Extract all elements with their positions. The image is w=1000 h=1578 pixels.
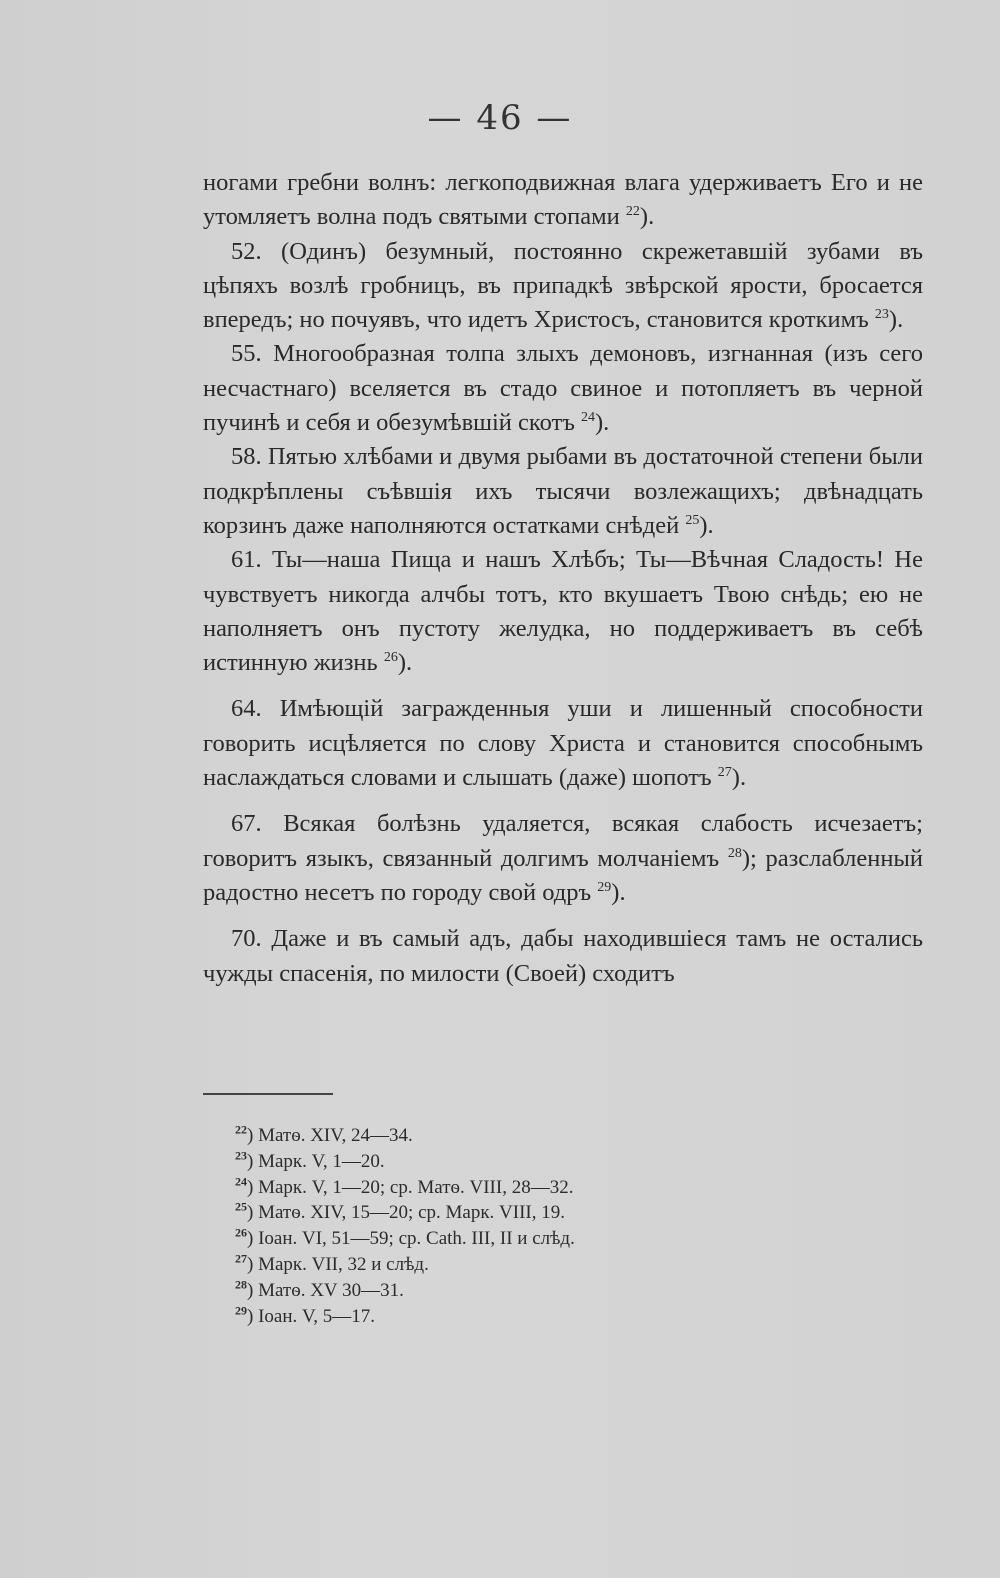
footnotes: [235, 1123, 755, 1329]
main-text: [203, 166, 923, 991]
footnote-divider: [203, 1093, 333, 1095]
page-number: — 46 —: [427, 98, 573, 138]
footnote-ref: 23: [874, 307, 889, 323]
footnote: $^{22}$) Матѳ. XIV, 24—34.: [235, 1122, 413, 1146]
paragraph-70: 70. Даже и въ самый адъ, дабы находившіеся тамъ не остались чужды спасенія, по милости (Своей) сходитъ: [203, 925, 923, 987]
footnote: $^{26}$) Іоан. VI, 51—59; ср. Cath. III, II и слѣд.: [235, 1225, 575, 1250]
footnote-ref: 27: [717, 764, 732, 780]
footnote-ref: 24: [581, 409, 596, 425]
footnote: $^{29}$) Іоан. V, 5—17.: [235, 1303, 376, 1327]
footnote-ref: 29: [597, 879, 612, 895]
paragraph-64: 64. Имѣющій загражденныя уши и лишенный способности говорить исцѣляется по слову Христа и становится способнымъ наслаждаться словами и слышать (даже) шопотъ $^{27}$).: [203, 695, 923, 792]
footnote-ref: 22: [625, 204, 640, 220]
paragraph-61: 61. Ты—наша Пища и нашъ Хлѣбъ; Ты—Вѣчная Сладость! Не чувствуетъ никогда алчбы тотъ, кто вкушаетъ Твою снѣдь; ею не наполняетъ онъ пустоту желудка, но поддерживаетъ въ себѣ истинную жизнь $^{26}$).: [203, 546, 923, 677]
paragraph-67: 67. Всякая болѣзнь удаляется, всякая слабость исчезаетъ; говоритъ языкъ, связанный долгимъ молчаніемъ $^{28}$); разслабленный радостно несетъ по городу свой одръ $^{29}$).: [203, 810, 924, 906]
paragraph-52: 52. (Одинъ) безумный, постоянно скрежетавшій зубами въ цѣпяхъ возлѣ гробницъ, въ припадкѣ звѣрской ярости, бросается впередъ; но почуявъ, что идетъ Христосъ, становится кроткимъ $^{23}$).: [203, 237, 923, 334]
footnote-ref: 26: [383, 650, 398, 665]
footnote: $^{24}$) Марк. V, 1—20; ср. Матѳ. VIII, 28—32.: [235, 1174, 574, 1198]
footnote: $^{23}$) Марк. V, 1—20.: [235, 1148, 385, 1172]
paragraph-58: 58. Пятью хлѣбами и двумя рыбами въ достаточной степени были подкрѣплены съѣвшія ихъ тысячи возлежащихъ; двѣнадцать корзинъ даже наполняются остатками снѣдей $^{25}$).: [203, 443, 923, 539]
paragraph-continuation: ногами гребни волнъ: легкоподвижная влага удерживаетъ Его и не утомляетъ волна подъ святыми стопами $^{22}$).: [203, 169, 923, 231]
footnote: $^{25}$) Матѳ. XIV, 15—20; ср. Марк. VIII, 19.: [235, 1200, 566, 1224]
footnote-ref: 28: [727, 845, 742, 861]
footnote: $^{27}$) Марк. VII, 32 и слѣд.: [235, 1251, 429, 1275]
paragraph-55: 55. Многообразная толпа злыхъ демоновъ, изгнанная (изъ сего несчастнаго) вселяется въ стадо свиное и потопляетъ въ черной пучинѣ и себя и обезумѣвшій скотъ $^{24}$).: [203, 340, 923, 437]
footnote: $^{28}$) Матѳ. XV 30—31.: [235, 1277, 404, 1301]
footnote-ref: 25: [685, 512, 700, 528]
